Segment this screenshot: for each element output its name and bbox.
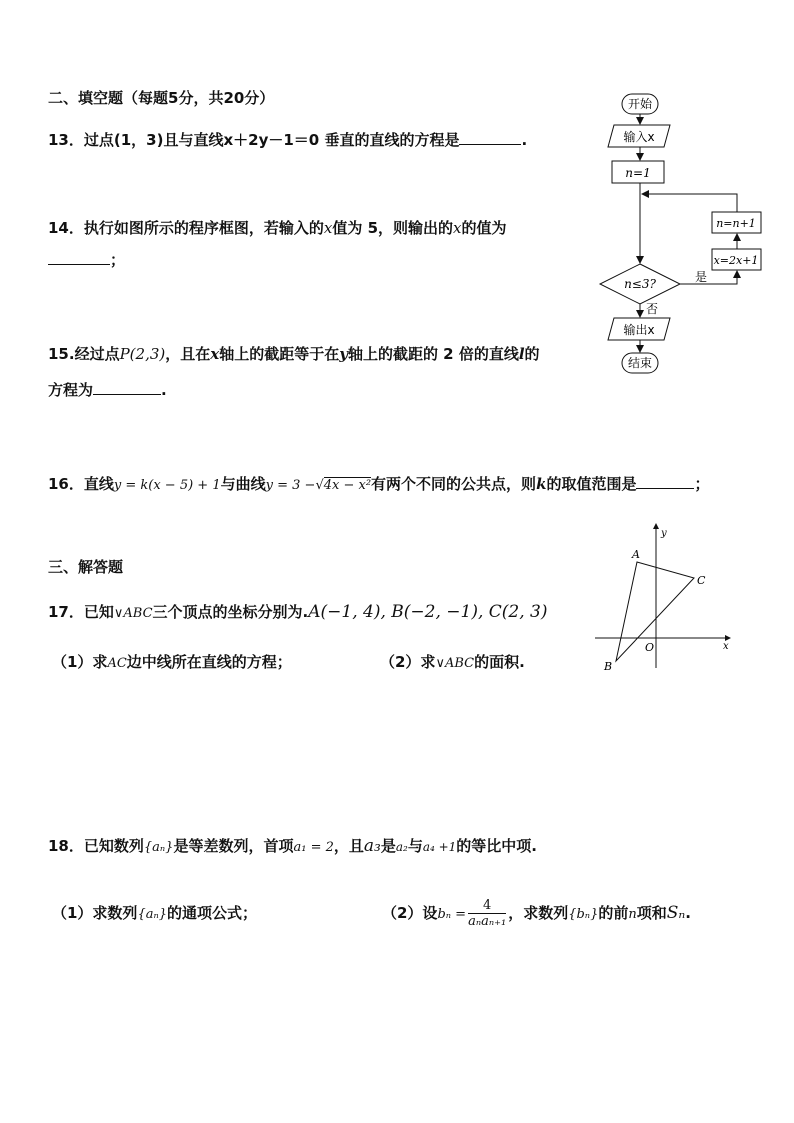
q16-text-d: 的取值范围是 — [546, 475, 637, 493]
q17-coordinates: A(−1, 4), B(−2, −1), C(2, 3) — [308, 602, 548, 622]
q16-text-b: 与曲线 — [220, 475, 266, 493]
q16-number: 16． — [48, 475, 84, 493]
q13-tail: . — [521, 131, 528, 149]
q18-text-f: 的等比中项. — [456, 837, 537, 855]
question-14 — [48, 218, 507, 238]
q18-a1: a₁ = 2 — [293, 840, 334, 855]
vertex-a-label: A — [632, 548, 640, 561]
flow-start-label: 开始 — [627, 97, 653, 111]
q17-text-a: 已知 — [83, 603, 114, 621]
q18-frac-num: 4 — [468, 898, 506, 914]
flow-no-label: 否 — [646, 302, 659, 316]
q18-part2 — [382, 892, 691, 936]
q15-x: x — [210, 345, 220, 363]
q16-tail: ； — [694, 475, 710, 493]
q18-p2-seq: {bₙ} — [568, 907, 599, 922]
question-13 — [48, 130, 527, 150]
q13-number: 13． — [48, 131, 84, 149]
q18-frac-den: aₙaₙ₊₁ — [468, 914, 507, 929]
q14-text-a: 执行如图所示的程序框图，若输入的 — [83, 219, 324, 237]
q17-p2-var: ∨ABC — [435, 656, 475, 671]
q15-l: l — [518, 345, 525, 363]
q16-curve-pre: y = 3 − — [265, 478, 316, 493]
flow-end-label: 结束 — [627, 356, 653, 370]
question-17 — [48, 602, 548, 624]
q17-p1-label: （1）求 — [52, 653, 108, 671]
q15-answer-blank[interactable] — [93, 380, 161, 395]
q17-p1-var: AC — [107, 656, 127, 671]
q16-line-eq: y = k(x − 5) + 1 — [113, 478, 221, 493]
q14-var-x2: x — [453, 219, 462, 237]
question-15 — [48, 344, 540, 364]
q14-var-x: x — [323, 219, 333, 237]
flow-step-n-label: n=n+1 — [716, 217, 756, 230]
y-axis-label: y — [661, 528, 667, 539]
q16-text-c: 有两个不同的公共点，则 — [371, 475, 537, 493]
q14-answer-line — [48, 250, 125, 270]
section-title-fill-in: 二、填空题（每题5分，共20分） — [48, 89, 275, 107]
q18-text-a: 已知数列 — [83, 837, 144, 855]
q14-text-c: 的值为 — [461, 219, 507, 237]
flow-output-label: 输出x — [623, 323, 655, 337]
q18-p1-label: （1）求数列 — [52, 904, 138, 922]
flow-init-label: n=1 — [625, 166, 651, 180]
q18-p1-seq: {aₙ} — [137, 907, 168, 922]
q15-line2: 方程为 — [48, 381, 94, 399]
x-axis-label: x — [723, 641, 729, 652]
q18-p1-tail: 的通项公式； — [167, 904, 258, 922]
flow-input-label: 输入x — [623, 130, 655, 144]
q18-seq: {aₙ} — [143, 840, 174, 855]
q18-fraction — [468, 898, 506, 929]
q14-number: 14． — [48, 219, 84, 237]
q16-text-a: 直线 — [83, 475, 114, 493]
q18-text-b: 是等差数列，首项 — [173, 837, 294, 855]
q18-text-e: 与 — [407, 837, 423, 855]
q15-answer-line — [48, 380, 167, 400]
q18-part1 — [52, 903, 257, 925]
q14-text-b: 值为 5，则输出的 — [332, 219, 454, 237]
q17-p2-label: （2）求 — [380, 653, 436, 671]
q18-p2-label: （2）设 — [382, 904, 438, 922]
triangle-abc — [616, 562, 694, 661]
q16-k: k — [536, 475, 547, 493]
q15-text-a: 经过点 — [74, 345, 120, 363]
q18-a3: a₃ — [363, 836, 381, 856]
q15-point: P(2,3) — [119, 345, 166, 363]
q18-p2-sn: Sₙ — [666, 903, 686, 923]
q18-a2: a₂ — [395, 840, 408, 854]
q18-number: 18． — [48, 837, 84, 855]
q18-p2-tail: . — [685, 904, 691, 922]
question-18 — [48, 836, 537, 858]
q15-number: 15. — [48, 345, 75, 363]
flow-step-x-label: x=2x+1 — [713, 254, 759, 267]
q15-text-d: 轴上的截距的 2 倍的直线 — [347, 345, 519, 363]
q13-answer-blank[interactable] — [459, 130, 521, 145]
flow-condition-label: n≤3? — [624, 277, 656, 291]
q17-number: 17． — [48, 603, 84, 621]
q16-curve-radicand: 4x − x² — [323, 478, 372, 493]
origin-label: O — [645, 641, 655, 654]
q17-p2-tail: 的面积. — [474, 653, 525, 671]
q14-tail: ； — [110, 251, 126, 269]
q17-part2 — [380, 652, 525, 674]
flow-yes-path — [680, 271, 737, 284]
q18-p2-mid2: 的前 — [598, 904, 629, 922]
q15-text-e: 的 — [524, 345, 540, 363]
q15-tail: . — [161, 381, 167, 399]
q18-a4: a₄ +1 — [422, 840, 457, 854]
q15-y: y — [339, 345, 348, 363]
q18-p2-bn: bₙ = — [437, 907, 467, 922]
q15-text-b: ，且在 — [165, 345, 211, 363]
q17-p1-tail: 边中线所在直线的方程； — [126, 653, 292, 671]
q17-text-b: 三个顶点的坐标分别为. — [152, 603, 309, 621]
q18-p2-mid: ，求数列 — [508, 904, 569, 922]
q18-p2-n: n — [628, 907, 637, 922]
q14-answer-blank[interactable] — [48, 250, 110, 265]
triangle-coordinate-graph — [590, 518, 740, 678]
q15-text-c: 轴上的截距等于在 — [219, 345, 340, 363]
vertex-c-label: C — [697, 574, 706, 587]
q17-part1 — [52, 652, 292, 674]
q18-text-c: ，且 — [333, 837, 364, 855]
q16-answer-blank[interactable] — [636, 474, 694, 489]
q18-p2-mid3: 项和 — [636, 904, 667, 922]
q16-sqrt: √4x − x² — [315, 478, 372, 493]
flow-yes-label: 是 — [695, 270, 708, 284]
flow-loop-back — [642, 194, 737, 212]
section-title-solutions: 三、解答题 — [48, 558, 124, 576]
q17-triangle: ∨ABC — [113, 606, 153, 621]
question-16 — [48, 474, 710, 496]
vertex-b-label: B — [604, 660, 613, 673]
q18-text-d: 是 — [380, 837, 396, 855]
q13-text: 过点(1，3)且与直线x＋2y－1＝0 垂直的直线的方程是 — [83, 131, 460, 149]
program-flowchart — [590, 88, 780, 383]
